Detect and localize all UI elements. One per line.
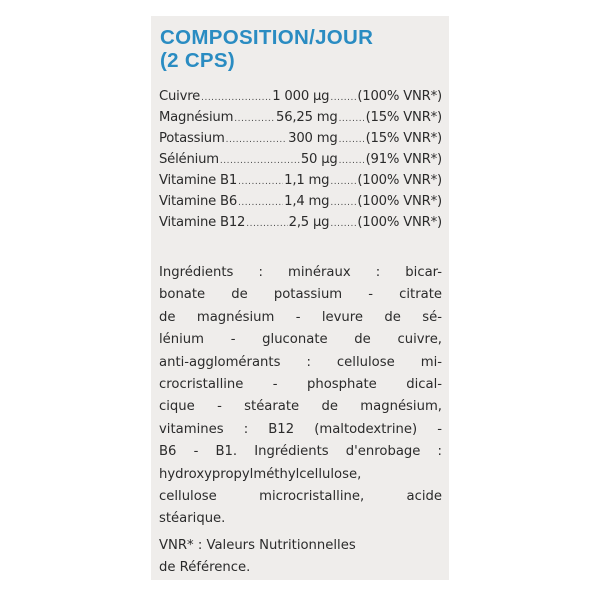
nutrient-amount: 1,4 mg [284,194,330,209]
nutrient-name: Vitamine B1 [159,173,238,188]
nutrient-vnr: (15% VNR*) [365,131,442,146]
dot-leader [238,193,283,214]
ingredients-text [159,262,442,531]
dot-leader [330,193,356,214]
dot-leader [238,172,283,193]
nutrient-vnr: (91% VNR*) [365,152,442,167]
nutrient-amount: 1,1 mg [284,173,330,188]
vnr-note-line-1: VNR* : Valeurs Nutritionnelles [159,538,356,553]
ingredients-line: anti-agglomérants : cellulose mi- [159,354,442,370]
nutrient-amount: 1 000 µg [272,89,330,104]
vnr-note-line-2: de Référence. [159,560,251,575]
nutrient-row [159,170,442,191]
nutrient-name: Potassium [159,131,225,146]
ingredients-line: B6 - B1. Ingrédients d'enrobage : [159,444,442,460]
ingredients-line: cique - stéarate de magnésium, [159,399,442,415]
nutrient-vnr: (15% VNR*) [365,110,442,125]
dot-leader [246,214,287,235]
ingredients-line: bonate de potassium - citrate [159,287,442,303]
dot-leader [339,109,365,130]
nutrient-row [159,128,442,149]
nutrient-vnr: (100% VNR*) [357,173,442,188]
nutrient-row [159,191,442,212]
nutrient-name: Magnésium [159,110,234,125]
dot-leader [201,88,271,109]
title-line-2: (2 CPS) [160,49,236,72]
nutrient-row [159,86,442,107]
ingredients-line: stéarique. [159,511,226,527]
ingredients-line: hydroxypropylméthylcellulose, [159,466,362,482]
dot-leader [330,172,356,193]
ingredients-line: cellulose microcristalline, acide [159,488,442,504]
title-line-1: COMPOSITION/JOUR [160,26,374,49]
nutrient-amount: 56,25 mg [276,110,338,125]
nutrient-vnr: (100% VNR*) [357,215,442,230]
vnr-note [159,535,442,579]
nutrient-vnr: (100% VNR*) [357,194,442,209]
dot-leader [339,130,365,151]
dot-leader [330,88,356,109]
dot-leader [330,214,356,235]
nutrient-row [159,149,442,170]
ingredients-line: vitamines : B12 (maltodextrine) - [159,421,442,437]
nutrient-row [159,212,442,233]
nutrient-name: Vitamine B6 [159,194,238,209]
ingredients-line: crocristalline - phosphate dical- [159,376,442,392]
dot-leader [339,151,365,172]
nutrient-vnr: (100% VNR*) [357,89,442,104]
ingredients-line: de magnésium - levure de sé- [159,309,442,325]
nutrient-name: Cuivre [159,89,201,104]
dot-leader [220,151,300,172]
nutrient-amount: 50 µg [300,152,338,167]
dot-leader [234,109,275,130]
ingredients-line: lénium - gluconate de cuivre, [159,332,442,348]
dot-leader [226,130,288,151]
nutrient-name: Vitamine B12 [159,215,246,230]
composition-title [160,26,373,72]
nutrient-row [159,107,442,128]
nutrient-amount: 300 mg [288,131,338,146]
nutrient-amount: 2,5 µg [288,215,330,230]
nutrient-name: Sélénium [159,152,219,167]
ingredients-line: Ingrédients : minéraux : bicar- [159,265,442,280]
nutrient-table [159,86,442,233]
